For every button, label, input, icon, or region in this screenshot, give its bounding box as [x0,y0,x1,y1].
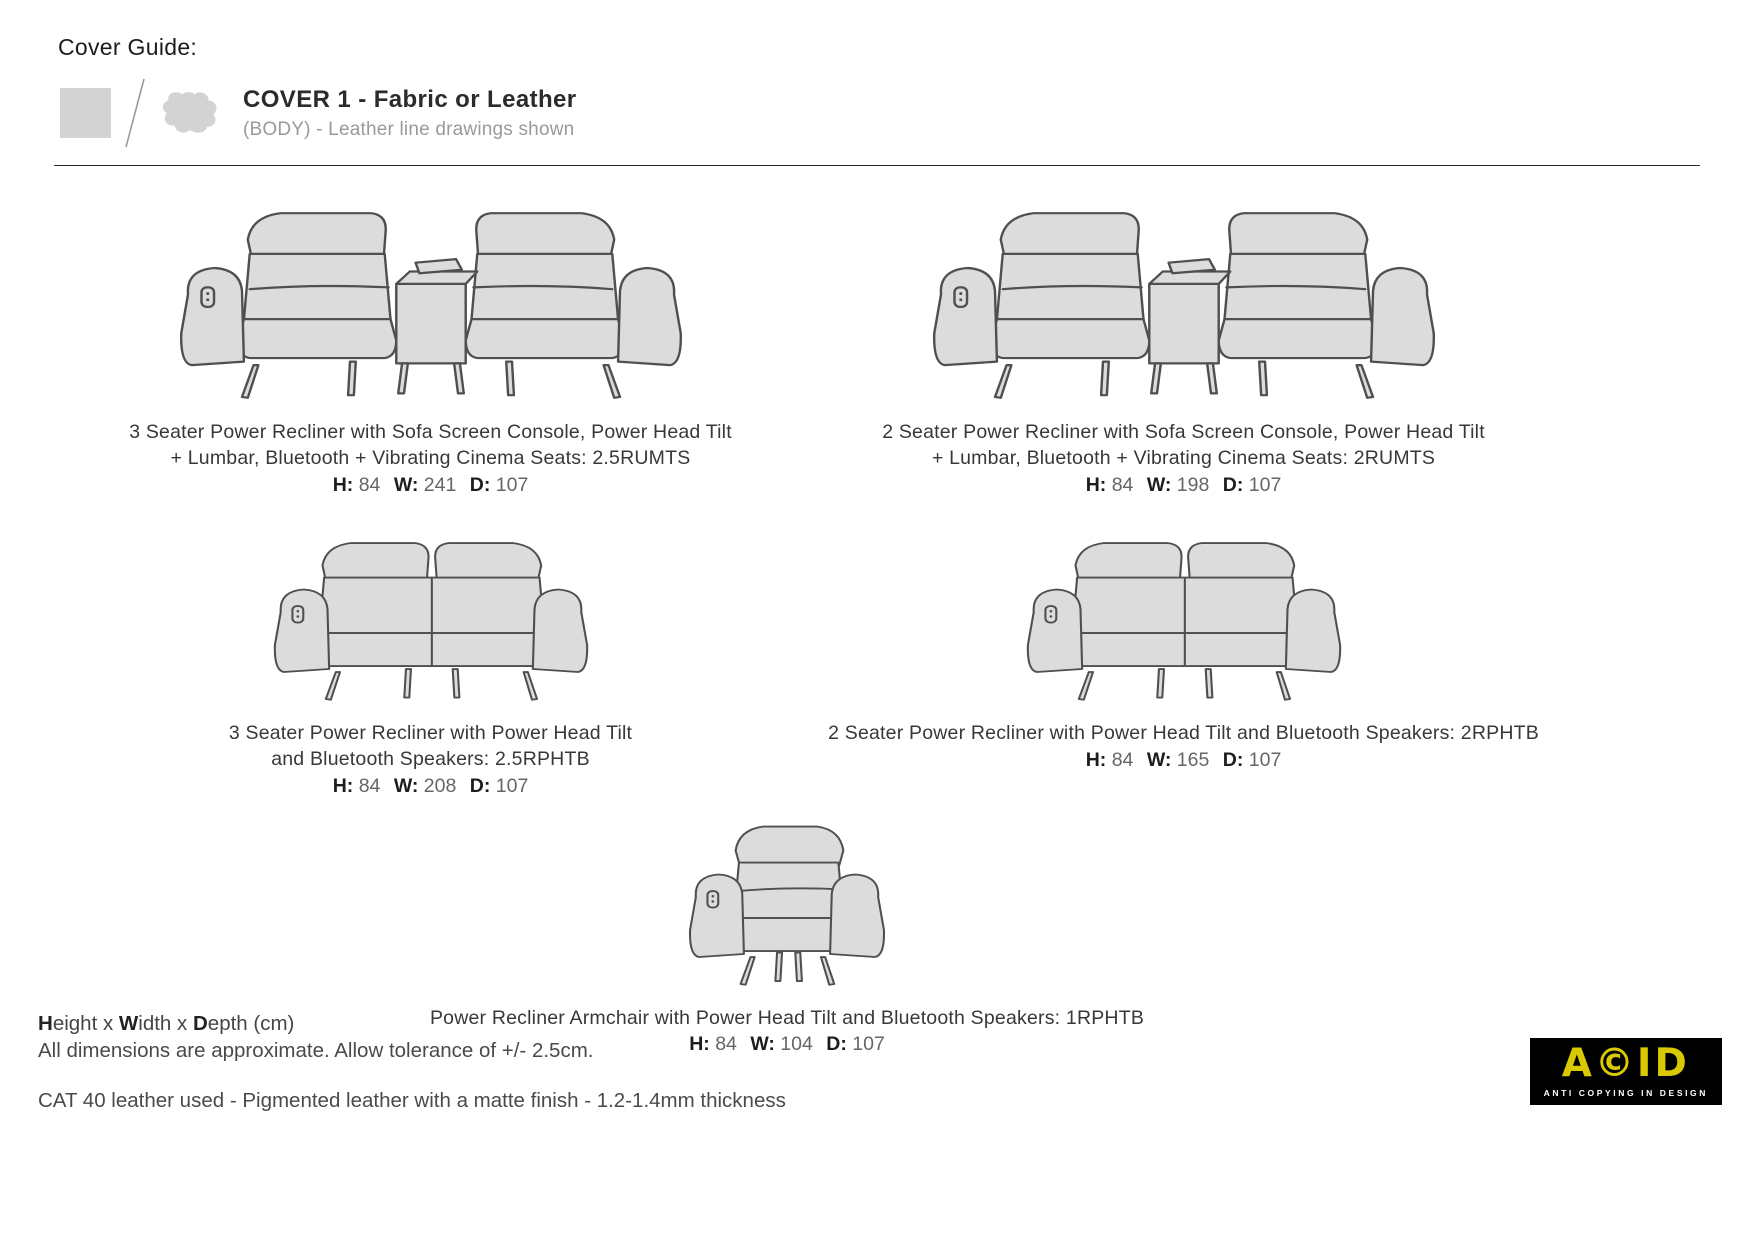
product-caption [129,420,732,499]
product-name-line: 3 Seater Power Recliner with Power Head Tilt [228,721,633,744]
product-card [807,192,1560,499]
dim-value: 107 [1248,473,1282,496]
product-caption [882,420,1485,499]
fabric-swatch-square [60,88,111,138]
dim-label: H: [332,473,354,496]
dim-label: D: [469,774,491,797]
product-row-2 [54,525,1700,800]
dim-label: W: [393,473,419,496]
cover-legend-row [60,75,1700,151]
dim-label: W: [1146,473,1172,496]
dim-label: W: [750,1033,775,1056]
dim-value: 84 [1111,748,1134,771]
footer-notes [38,1012,786,1113]
dimension-legend: Height x Width x Depth (cm) [38,1012,295,1035]
product-name-line: + Lumbar, Bluetooth + Vibrating Cinema Seats: 2.5RUMTS [170,446,691,469]
console-sofa-line-drawing [914,192,1454,404]
cover-title: COVER 1 - Fabric or Leather [243,85,577,113]
header-divider [54,165,1700,166]
dim-label: W: [1146,748,1172,771]
loveseat-sofa-line-drawing [992,525,1376,705]
armchair-line-drawing [671,810,903,990]
divider-slash-icon [113,75,157,151]
dim-value: 104 [780,1033,813,1056]
product-name-line: 2 Seater Power Recliner with Power Head Tilt and Bluetooth Speakers: 2RPHTB [828,721,1539,744]
product-name-line: + Lumbar, Bluetooth + Vibrating Cinema Seats: 2RUMTS [931,446,1436,469]
dim-value: 84 [715,1033,737,1056]
cover-subtitle: (BODY) - Leather line drawings shown [243,118,575,140]
dim-value: 107 [495,473,529,496]
dim-label: H: [1085,473,1107,496]
dim-label: H: [1085,748,1107,771]
product-name-line: and Bluetooth Speakers: 2.5RPHTB [271,747,590,770]
product-card [807,525,1560,800]
tolerance-note: All dimensions are approximate. Allow tolerance of +/- 2.5cm. [38,1039,594,1062]
dim-value: 107 [495,774,529,797]
product-dimensions [129,473,732,499]
dim-value: 165 [1176,748,1210,771]
product-name-line: Power Recliner Armchair with Power Head Tilt and Bluetooth Speakers: 1RPHTB [429,1006,1145,1029]
acid-logo-text: A©ID [1561,1041,1690,1086]
dim-label: D: [469,473,491,496]
cover-guide-heading: Cover Guide: [58,34,198,60]
dim-label: D: [1222,748,1244,771]
acid-logo-tagline: ANTI COPYING IN DESIGN [1543,1087,1708,1098]
product-card [54,192,807,499]
dim-label: W: [393,774,419,797]
product-dimensions [828,748,1539,774]
leather-note: CAT 40 leather used - Pigmented leather with a matte finish - 1.2-1.4mm thickness [38,1089,786,1112]
product-caption [229,721,632,800]
dim-label: H: [332,774,354,797]
dim-label: H: [689,1033,710,1056]
dim-label: D: [1222,473,1244,496]
acid-logo [1530,1038,1722,1105]
product-card [54,525,807,800]
dim-value: 107 [1248,748,1282,771]
product-row-1 [54,192,1700,499]
dim-value: 84 [358,473,381,496]
leather-hide-icon [159,82,221,144]
product-caption [828,721,1539,774]
product-dimensions [882,473,1485,499]
dim-value: 208 [423,774,457,797]
loveseat-sofa-line-drawing [239,525,623,705]
product-name-line: 3 Seater Power Recliner with Sofa Screen Console, Power Head Tilt [129,421,732,443]
product-dimensions [229,774,632,800]
dim-label: D: [826,1033,847,1056]
dim-value: 198 [1176,473,1210,496]
product-name-line: 2 Seater Power Recliner with Sofa Screen Console, Power Head Tilt [882,421,1485,443]
dim-value: 84 [358,774,381,797]
dim-value: 84 [1111,473,1134,496]
console-sofa-line-drawing [161,192,701,404]
dim-value: 107 [852,1033,885,1056]
dim-value: 241 [423,473,457,496]
